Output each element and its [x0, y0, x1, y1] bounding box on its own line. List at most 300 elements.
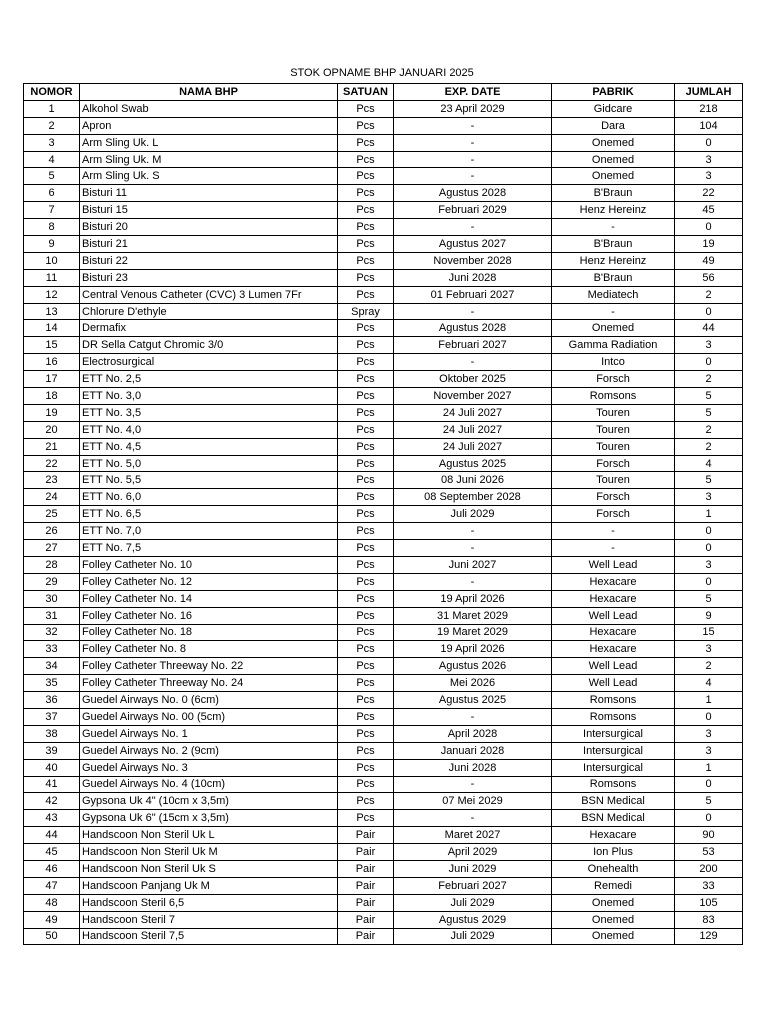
- table-row: [24, 641, 743, 658]
- cell-pabrik: Hexacare: [552, 624, 675, 641]
- cell-satuan: Pcs: [338, 168, 394, 185]
- cell-nama-bhp: Central Venous Catheter (CVC) 3 Lumen 7Fr: [80, 286, 338, 303]
- cell-jumlah: 2: [675, 658, 743, 675]
- cell-nomor: 37: [24, 708, 80, 725]
- cell-exp-date: -: [394, 117, 552, 134]
- cell-exp-date: Juni 2028: [394, 269, 552, 286]
- cell-nama-bhp: Bisturi 15: [80, 202, 338, 219]
- table-row: [24, 303, 743, 320]
- cell-nomor: 11: [24, 269, 80, 286]
- table-row: [24, 269, 743, 286]
- table-row: [24, 894, 743, 911]
- cell-satuan: Pcs: [338, 151, 394, 168]
- cell-nama-bhp: ETT No. 7,5: [80, 540, 338, 557]
- cell-exp-date: -: [394, 708, 552, 725]
- cell-satuan: Pair: [338, 844, 394, 861]
- cell-pabrik: Well Lead: [552, 607, 675, 624]
- cell-exp-date: -: [394, 776, 552, 793]
- cell-nomor: 15: [24, 337, 80, 354]
- cell-nama-bhp: Handscoon Steril 7: [80, 911, 338, 928]
- table-row: [24, 708, 743, 725]
- cell-jumlah: 44: [675, 320, 743, 337]
- cell-satuan: Pcs: [338, 421, 394, 438]
- cell-exp-date: -: [394, 134, 552, 151]
- table-row: [24, 185, 743, 202]
- cell-satuan: Pcs: [338, 472, 394, 489]
- cell-nama-bhp: ETT No. 6,5: [80, 506, 338, 523]
- cell-pabrik: Forsch: [552, 455, 675, 472]
- cell-jumlah: 53: [675, 844, 743, 861]
- cell-exp-date: Agustus 2025: [394, 455, 552, 472]
- table-row: [24, 540, 743, 557]
- cell-jumlah: 4: [675, 455, 743, 472]
- table-row: [24, 371, 743, 388]
- table-row: [24, 624, 743, 641]
- cell-pabrik: Touren: [552, 404, 675, 421]
- table-row: [24, 472, 743, 489]
- table-row: [24, 252, 743, 269]
- cell-nomor: 20: [24, 421, 80, 438]
- cell-pabrik: Romsons: [552, 388, 675, 405]
- cell-nama-bhp: Folley Catheter Threeway No. 24: [80, 675, 338, 692]
- table-row: [24, 844, 743, 861]
- cell-pabrik: Intersurgical: [552, 759, 675, 776]
- cell-nama-bhp: Guedel Airways No. 2 (9cm): [80, 742, 338, 759]
- cell-nomor: 34: [24, 658, 80, 675]
- cell-pabrik: B'Braun: [552, 269, 675, 286]
- table-row: [24, 236, 743, 253]
- cell-nama-bhp: Bisturi 22: [80, 252, 338, 269]
- table-row: [24, 810, 743, 827]
- table-row: [24, 168, 743, 185]
- cell-nama-bhp: ETT No. 5,0: [80, 455, 338, 472]
- table-row: [24, 100, 743, 117]
- cell-jumlah: 2: [675, 371, 743, 388]
- table-row: [24, 877, 743, 894]
- cell-nomor: 47: [24, 877, 80, 894]
- cell-nomor: 28: [24, 556, 80, 573]
- cell-satuan: Pair: [338, 877, 394, 894]
- cell-satuan: Pcs: [338, 202, 394, 219]
- cell-nama-bhp: Guedel Airways No. 00 (5cm): [80, 708, 338, 725]
- cell-satuan: Pcs: [338, 556, 394, 573]
- cell-nama-bhp: Handscoon Steril 6,5: [80, 894, 338, 911]
- cell-satuan: Pcs: [338, 573, 394, 590]
- cell-pabrik: Forsch: [552, 371, 675, 388]
- cell-nomor: 43: [24, 810, 80, 827]
- cell-satuan: Pcs: [338, 776, 394, 793]
- cell-satuan: Pcs: [338, 759, 394, 776]
- table-body: [24, 100, 743, 945]
- table-row: [24, 675, 743, 692]
- cell-jumlah: 3: [675, 151, 743, 168]
- cell-nama-bhp: Guedel Airways No. 1: [80, 725, 338, 742]
- cell-satuan: Pair: [338, 827, 394, 844]
- cell-nama-bhp: Handscoon Non Steril Uk S: [80, 860, 338, 877]
- cell-exp-date: 19 April 2026: [394, 590, 552, 607]
- cell-nomor: 16: [24, 354, 80, 371]
- cell-nama-bhp: Folley Catheter No. 10: [80, 556, 338, 573]
- cell-pabrik: Remedi: [552, 877, 675, 894]
- cell-nomor: 23: [24, 472, 80, 489]
- cell-pabrik: Romsons: [552, 692, 675, 709]
- cell-nomor: 2: [24, 117, 80, 134]
- cell-nomor: 7: [24, 202, 80, 219]
- cell-nomor: 41: [24, 776, 80, 793]
- cell-jumlah: 3: [675, 489, 743, 506]
- cell-exp-date: -: [394, 151, 552, 168]
- cell-nomor: 17: [24, 371, 80, 388]
- cell-pabrik: -: [552, 303, 675, 320]
- cell-jumlah: 0: [675, 810, 743, 827]
- cell-pabrik: Onemed: [552, 320, 675, 337]
- table-row: [24, 455, 743, 472]
- cell-nama-bhp: Alkohol Swab: [80, 100, 338, 117]
- table-row: [24, 506, 743, 523]
- cell-nomor: 9: [24, 236, 80, 253]
- cell-exp-date: Februari 2027: [394, 877, 552, 894]
- cell-nama-bhp: Gypsona Uk 4" (10cm x 3,5m): [80, 793, 338, 810]
- cell-satuan: Pcs: [338, 286, 394, 303]
- cell-pabrik: Well Lead: [552, 658, 675, 675]
- cell-nama-bhp: ETT No. 6,0: [80, 489, 338, 506]
- cell-nomor: 40: [24, 759, 80, 776]
- cell-satuan: Pcs: [338, 793, 394, 810]
- cell-pabrik: Hexacare: [552, 573, 675, 590]
- cell-nomor: 45: [24, 844, 80, 861]
- cell-pabrik: Gamma Radiation: [552, 337, 675, 354]
- cell-satuan: Pair: [338, 860, 394, 877]
- cell-nomor: 30: [24, 590, 80, 607]
- table-row: [24, 860, 743, 877]
- cell-nama-bhp: Arm Sling Uk. M: [80, 151, 338, 168]
- cell-nomor: 31: [24, 607, 80, 624]
- cell-exp-date: 24 Juli 2027: [394, 404, 552, 421]
- cell-nomor: 49: [24, 911, 80, 928]
- cell-jumlah: 5: [675, 388, 743, 405]
- cell-pabrik: Well Lead: [552, 556, 675, 573]
- table-row: [24, 590, 743, 607]
- cell-satuan: Pcs: [338, 489, 394, 506]
- cell-exp-date: 08 September 2028: [394, 489, 552, 506]
- cell-jumlah: 5: [675, 590, 743, 607]
- cell-pabrik: -: [552, 219, 675, 236]
- cell-pabrik: Onemed: [552, 134, 675, 151]
- cell-exp-date: 24 Juli 2027: [394, 438, 552, 455]
- cell-nama-bhp: ETT No. 4,5: [80, 438, 338, 455]
- cell-exp-date: Juli 2029: [394, 928, 552, 945]
- cell-pabrik: Henz Hereinz: [552, 202, 675, 219]
- cell-nama-bhp: Folley Catheter No. 18: [80, 624, 338, 641]
- cell-nomor: 35: [24, 675, 80, 692]
- cell-exp-date: Agustus 2026: [394, 658, 552, 675]
- cell-satuan: Pcs: [338, 624, 394, 641]
- cell-nama-bhp: Bisturi 20: [80, 219, 338, 236]
- cell-pabrik: Henz Hereinz: [552, 252, 675, 269]
- cell-satuan: Pcs: [338, 590, 394, 607]
- cell-exp-date: 01 Februari 2027: [394, 286, 552, 303]
- cell-nama-bhp: ETT No. 3,0: [80, 388, 338, 405]
- cell-nama-bhp: DR Sella Catgut Chromic 3/0: [80, 337, 338, 354]
- cell-jumlah: 0: [675, 540, 743, 557]
- cell-jumlah: 0: [675, 303, 743, 320]
- cell-pabrik: Hexacare: [552, 590, 675, 607]
- table-row: [24, 421, 743, 438]
- cell-pabrik: B'Braun: [552, 185, 675, 202]
- cell-nomor: 19: [24, 404, 80, 421]
- cell-satuan: Pcs: [338, 810, 394, 827]
- cell-nomor: 39: [24, 742, 80, 759]
- column-header-pabrik: PABRIK: [552, 84, 675, 101]
- cell-exp-date: 07 Mei 2029: [394, 793, 552, 810]
- cell-pabrik: Intersurgical: [552, 742, 675, 759]
- cell-nomor: 12: [24, 286, 80, 303]
- table-row: [24, 928, 743, 945]
- cell-pabrik: Hexacare: [552, 827, 675, 844]
- cell-jumlah: 0: [675, 776, 743, 793]
- cell-satuan: Pcs: [338, 388, 394, 405]
- cell-exp-date: Agustus 2029: [394, 911, 552, 928]
- cell-nama-bhp: Handscoon Steril 7,5: [80, 928, 338, 945]
- cell-jumlah: 90: [675, 827, 743, 844]
- cell-nama-bhp: Gypsona Uk 6" (15cm x 3,5m): [80, 810, 338, 827]
- cell-nama-bhp: Arm Sling Uk. L: [80, 134, 338, 151]
- cell-satuan: Pair: [338, 911, 394, 928]
- cell-pabrik: Ion Plus: [552, 844, 675, 861]
- cell-jumlah: 0: [675, 573, 743, 590]
- cell-jumlah: 105: [675, 894, 743, 911]
- cell-pabrik: Intco: [552, 354, 675, 371]
- cell-nomor: 10: [24, 252, 80, 269]
- cell-jumlah: 33: [675, 877, 743, 894]
- column-header-jumlah: JUMLAH: [675, 84, 743, 101]
- cell-exp-date: Juli 2029: [394, 506, 552, 523]
- cell-nama-bhp: ETT No. 7,0: [80, 523, 338, 540]
- cell-pabrik: Dara: [552, 117, 675, 134]
- cell-pabrik: Gidcare: [552, 100, 675, 117]
- cell-nama-bhp: Electrosurgical: [80, 354, 338, 371]
- cell-jumlah: 4: [675, 675, 743, 692]
- column-header-nama-bhp: NAMA BHP: [80, 84, 338, 101]
- cell-jumlah: 22: [675, 185, 743, 202]
- column-header-satuan: SATUAN: [338, 84, 394, 101]
- cell-pabrik: Touren: [552, 472, 675, 489]
- cell-pabrik: BSN Medical: [552, 810, 675, 827]
- cell-jumlah: 15: [675, 624, 743, 641]
- table-row: [24, 607, 743, 624]
- cell-satuan: Pcs: [338, 455, 394, 472]
- table-row: [24, 556, 743, 573]
- cell-jumlah: 1: [675, 692, 743, 709]
- cell-exp-date: November 2027: [394, 388, 552, 405]
- cell-satuan: Pcs: [338, 708, 394, 725]
- cell-exp-date: Juni 2028: [394, 759, 552, 776]
- table-row: [24, 388, 743, 405]
- cell-satuan: Pcs: [338, 675, 394, 692]
- cell-jumlah: 5: [675, 472, 743, 489]
- cell-exp-date: April 2028: [394, 725, 552, 742]
- cell-nama-bhp: Apron: [80, 117, 338, 134]
- table-row: [24, 776, 743, 793]
- cell-nama-bhp: Handscoon Non Steril Uk M: [80, 844, 338, 861]
- cell-pabrik: Onehealth: [552, 860, 675, 877]
- cell-nama-bhp: ETT No. 4,0: [80, 421, 338, 438]
- cell-satuan: Pcs: [338, 438, 394, 455]
- cell-exp-date: 19 Maret 2029: [394, 624, 552, 641]
- cell-satuan: Pcs: [338, 540, 394, 557]
- cell-pabrik: Mediatech: [552, 286, 675, 303]
- cell-nama-bhp: Handscoon Panjang Uk M: [80, 877, 338, 894]
- cell-nomor: 6: [24, 185, 80, 202]
- cell-nomor: 48: [24, 894, 80, 911]
- cell-nomor: 8: [24, 219, 80, 236]
- table-row: [24, 759, 743, 776]
- cell-jumlah: 45: [675, 202, 743, 219]
- cell-nama-bhp: Folley Catheter No. 16: [80, 607, 338, 624]
- cell-pabrik: Hexacare: [552, 641, 675, 658]
- cell-exp-date: 08 Juni 2026: [394, 472, 552, 489]
- cell-exp-date: Februari 2027: [394, 337, 552, 354]
- cell-nama-bhp: ETT No. 5,5: [80, 472, 338, 489]
- cell-nomor: 18: [24, 388, 80, 405]
- cell-jumlah: 19: [675, 236, 743, 253]
- cell-jumlah: 56: [675, 269, 743, 286]
- cell-jumlah: 5: [675, 404, 743, 421]
- cell-nama-bhp: Arm Sling Uk. S: [80, 168, 338, 185]
- cell-nama-bhp: Folley Catheter No. 12: [80, 573, 338, 590]
- cell-nama-bhp: Guedel Airways No. 3: [80, 759, 338, 776]
- cell-pabrik: -: [552, 523, 675, 540]
- cell-nomor: 5: [24, 168, 80, 185]
- cell-nama-bhp: Guedel Airways No. 4 (10cm): [80, 776, 338, 793]
- cell-pabrik: BSN Medical: [552, 793, 675, 810]
- cell-jumlah: 1: [675, 506, 743, 523]
- cell-satuan: Pcs: [338, 100, 394, 117]
- cell-jumlah: 5: [675, 793, 743, 810]
- cell-jumlah: 3: [675, 725, 743, 742]
- cell-pabrik: Onemed: [552, 168, 675, 185]
- table-row: [24, 320, 743, 337]
- cell-jumlah: 2: [675, 421, 743, 438]
- cell-exp-date: Agustus 2027: [394, 236, 552, 253]
- cell-satuan: Pcs: [338, 269, 394, 286]
- table-row: [24, 117, 743, 134]
- cell-pabrik: -: [552, 540, 675, 557]
- cell-nama-bhp: Dermafix: [80, 320, 338, 337]
- cell-pabrik: Intersurgical: [552, 725, 675, 742]
- cell-nama-bhp: Bisturi 23: [80, 269, 338, 286]
- table-row: [24, 286, 743, 303]
- cell-pabrik: Forsch: [552, 489, 675, 506]
- cell-pabrik: Onemed: [552, 894, 675, 911]
- table-row: [24, 134, 743, 151]
- cell-exp-date: -: [394, 540, 552, 557]
- cell-satuan: Pcs: [338, 607, 394, 624]
- cell-jumlah: 2: [675, 438, 743, 455]
- cell-pabrik: Onemed: [552, 911, 675, 928]
- cell-pabrik: B'Braun: [552, 236, 675, 253]
- cell-satuan: Pair: [338, 894, 394, 911]
- cell-jumlah: 3: [675, 742, 743, 759]
- cell-satuan: Pcs: [338, 185, 394, 202]
- cell-nomor: 29: [24, 573, 80, 590]
- cell-nomor: 3: [24, 134, 80, 151]
- cell-exp-date: Februari 2029: [394, 202, 552, 219]
- table-row: [24, 337, 743, 354]
- cell-jumlah: 0: [675, 219, 743, 236]
- cell-satuan: Pcs: [338, 236, 394, 253]
- cell-satuan: Pcs: [338, 117, 394, 134]
- cell-pabrik: Forsch: [552, 506, 675, 523]
- table-row: [24, 911, 743, 928]
- cell-exp-date: Juli 2029: [394, 894, 552, 911]
- table-row: [24, 202, 743, 219]
- table-row: [24, 692, 743, 709]
- cell-exp-date: -: [394, 810, 552, 827]
- table-row: [24, 523, 743, 540]
- cell-exp-date: -: [394, 573, 552, 590]
- cell-nomor: 36: [24, 692, 80, 709]
- table-row: [24, 438, 743, 455]
- table-row: [24, 404, 743, 421]
- cell-exp-date: Juni 2027: [394, 556, 552, 573]
- cell-jumlah: 218: [675, 100, 743, 117]
- cell-satuan: Pcs: [338, 354, 394, 371]
- sheet-title: STOK OPNAME BHP JANUARI 2025: [290, 67, 474, 79]
- cell-satuan: Pcs: [338, 134, 394, 151]
- cell-nomor: 14: [24, 320, 80, 337]
- cell-nama-bhp: Bisturi 11: [80, 185, 338, 202]
- cell-satuan: Pcs: [338, 692, 394, 709]
- cell-jumlah: 3: [675, 641, 743, 658]
- table-row: [24, 793, 743, 810]
- cell-jumlah: 104: [675, 117, 743, 134]
- cell-nama-bhp: ETT No. 3,5: [80, 404, 338, 421]
- cell-exp-date: -: [394, 168, 552, 185]
- cell-nomor: 24: [24, 489, 80, 506]
- cell-pabrik: Romsons: [552, 776, 675, 793]
- cell-nomor: 21: [24, 438, 80, 455]
- cell-jumlah: 1: [675, 759, 743, 776]
- cell-satuan: Pcs: [338, 523, 394, 540]
- cell-nama-bhp: Bisturi 21: [80, 236, 338, 253]
- cell-nomor: 27: [24, 540, 80, 557]
- cell-exp-date: -: [394, 354, 552, 371]
- cell-nomor: 26: [24, 523, 80, 540]
- cell-satuan: Spray: [338, 303, 394, 320]
- stock-table: [23, 83, 743, 945]
- cell-nama-bhp: Guedel Airways No. 0 (6cm): [80, 692, 338, 709]
- cell-exp-date: -: [394, 219, 552, 236]
- cell-nomor: 44: [24, 827, 80, 844]
- cell-nama-bhp: Folley Catheter No. 8: [80, 641, 338, 658]
- cell-satuan: Pcs: [338, 320, 394, 337]
- table-row: [24, 827, 743, 844]
- header-row: [24, 84, 743, 101]
- cell-nama-bhp: ETT No. 2,5: [80, 371, 338, 388]
- cell-exp-date: Agustus 2025: [394, 692, 552, 709]
- column-header-nomor: NOMOR: [24, 84, 80, 101]
- cell-exp-date: 31 Maret 2029: [394, 607, 552, 624]
- table-row: [24, 725, 743, 742]
- cell-nama-bhp: Chlorure D'ethyle: [80, 303, 338, 320]
- table-row: [24, 354, 743, 371]
- cell-exp-date: Januari 2028: [394, 742, 552, 759]
- cell-exp-date: -: [394, 523, 552, 540]
- table-row: [24, 489, 743, 506]
- cell-satuan: Pcs: [338, 742, 394, 759]
- cell-jumlah: 0: [675, 134, 743, 151]
